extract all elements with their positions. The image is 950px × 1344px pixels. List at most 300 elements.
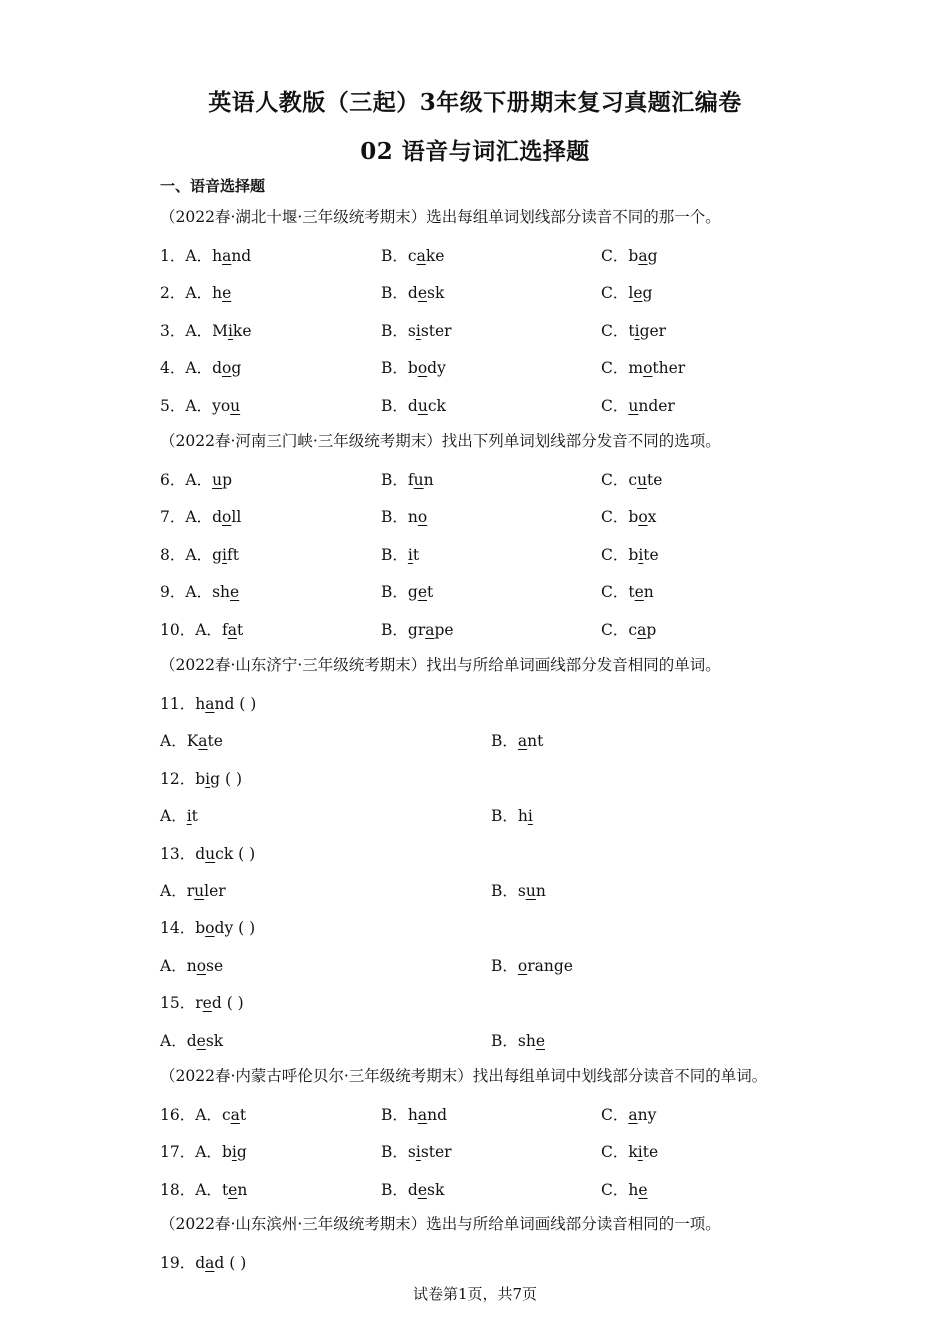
- word-part: nder: [638, 396, 675, 415]
- word-part: d: [211, 994, 222, 1013]
- question-row: [0, 468, 950, 492]
- underlined-letter: e: [535, 1031, 546, 1050]
- question-row: [0, 319, 950, 343]
- word-part: dy: [427, 359, 446, 378]
- answer-option[interactable]: [601, 1140, 658, 1162]
- option-word: [408, 359, 446, 377]
- underlined-letter: a: [198, 732, 208, 751]
- option-word: [518, 1032, 545, 1050]
- stem-word: [195, 845, 233, 863]
- word-part: ke: [232, 321, 252, 340]
- question-row: [0, 1103, 950, 1127]
- word-part: te: [647, 471, 663, 489]
- answer-option[interactable]: [160, 543, 239, 565]
- word-part: ny: [637, 1106, 657, 1124]
- underlined-letter: a: [638, 247, 648, 265]
- option-label: B．: [491, 1031, 518, 1050]
- underlined-letter: i: [415, 1143, 421, 1162]
- underlined-letter: a: [205, 695, 215, 713]
- option-word: [628, 247, 657, 265]
- underlined-letter: u: [230, 396, 241, 415]
- underlined-letter: o: [222, 359, 232, 378]
- word-part: b: [628, 247, 639, 265]
- underlined-letter: e: [633, 284, 643, 303]
- option-label: C．: [601, 471, 629, 489]
- option-label: A．: [185, 321, 213, 340]
- question-options-row: [0, 729, 950, 753]
- answer-blank[interactable]: ( ): [233, 844, 256, 863]
- answer-option[interactable]: [601, 1178, 648, 1200]
- option-label: B．: [381, 508, 408, 527]
- underlined-letter: a: [230, 1106, 240, 1124]
- word-part: r: [195, 994, 203, 1013]
- word-part: c: [407, 247, 417, 265]
- word-part: nd: [427, 1106, 448, 1124]
- underlined-letter: u: [212, 471, 223, 489]
- word-part: range: [527, 956, 573, 975]
- underlined-letter: o: [417, 359, 428, 378]
- underlined-letter: i: [222, 545, 227, 564]
- option-label: A．: [185, 284, 213, 303]
- answer-option[interactable]: [160, 580, 239, 602]
- answer-option[interactable]: [491, 1029, 545, 1051]
- answer-option[interactable]: [160, 1140, 247, 1162]
- underlined-letter: e: [228, 1180, 238, 1199]
- question-number: 9．: [160, 583, 186, 602]
- option-word: [518, 957, 573, 975]
- word-part: t: [236, 620, 244, 639]
- word-part: s: [407, 1143, 416, 1162]
- option-word: [518, 882, 546, 900]
- underlined-letter: i: [527, 807, 533, 826]
- underlined-letter: u: [637, 471, 648, 489]
- word-part: sk: [205, 1031, 224, 1050]
- word-part: d: [214, 1254, 225, 1272]
- word-part: n: [643, 583, 654, 602]
- underlined-letter: a: [417, 1106, 428, 1124]
- question-number: 10．: [160, 620, 196, 639]
- question-stem: [160, 991, 244, 1013]
- option-label: B．: [381, 396, 408, 415]
- group-source-instruction: （2022春·河南三门峡·三年级统考期末）找出下列单词划线部分发音不同的选项。: [160, 432, 721, 450]
- answer-option[interactable]: [491, 804, 533, 826]
- option-label: C．: [601, 620, 629, 639]
- option-label: A．: [185, 396, 213, 415]
- option-word: [628, 322, 666, 340]
- question-number: 14．: [160, 919, 196, 938]
- option-label: B．: [381, 284, 408, 303]
- answer-option[interactable]: [381, 468, 434, 490]
- answer-option[interactable]: [381, 543, 419, 565]
- word-part: p: [646, 620, 657, 639]
- option-label: B．: [381, 247, 408, 265]
- underlined-letter: e: [230, 583, 240, 602]
- question-stem: [160, 916, 255, 938]
- answer-option[interactable]: [160, 244, 251, 266]
- group-source-instruction: （2022春·内蒙古呼伦贝尔·三年级统考期末）找出每组单词中划线部分读音不同的单词。: [160, 1067, 768, 1085]
- underlined-letter: o: [643, 359, 653, 378]
- word-part: g: [231, 359, 242, 378]
- option-word: [628, 1143, 658, 1161]
- underlined-letter: e: [417, 284, 428, 303]
- answer-option[interactable]: [601, 319, 666, 341]
- word-part: g: [647, 247, 658, 265]
- word-part: d: [407, 396, 418, 415]
- option-word: [628, 284, 652, 302]
- word-part: d: [407, 1180, 418, 1199]
- word-part: h: [195, 695, 206, 713]
- word-part: h: [628, 1180, 639, 1199]
- question-options-row: [0, 804, 950, 828]
- word-part: sk: [427, 1180, 445, 1199]
- word-part: ck: [427, 396, 446, 415]
- answer-option[interactable]: [160, 319, 252, 341]
- option-label: A．: [195, 1106, 222, 1124]
- option-label: C．: [601, 583, 629, 602]
- option-label: B．: [381, 1180, 408, 1199]
- underlined-letter: o: [222, 508, 232, 527]
- answer-option[interactable]: [160, 1103, 246, 1125]
- underlined-letter: i: [231, 1143, 237, 1162]
- question-number: 19．: [160, 1254, 196, 1272]
- word-part: b: [195, 769, 206, 788]
- question-stem-row: [0, 842, 950, 866]
- underlined-letter: o: [417, 508, 428, 527]
- answer-option[interactable]: [601, 1103, 656, 1125]
- option-label: A．: [160, 1031, 187, 1050]
- word-part: n: [407, 508, 418, 527]
- answer-option[interactable]: [160, 879, 226, 901]
- section-heading: 一、语音选择题: [160, 177, 266, 195]
- option-word: [518, 732, 543, 750]
- word-part: f: [221, 620, 228, 639]
- answer-option[interactable]: [160, 394, 240, 416]
- word-part: t: [191, 807, 198, 826]
- word-part: n: [237, 1180, 248, 1199]
- option-word: [222, 621, 243, 639]
- word-part: se: [206, 956, 224, 975]
- answer-option[interactable]: [491, 954, 573, 976]
- answer-option[interactable]: [160, 729, 223, 751]
- option-word: [628, 1181, 647, 1199]
- question-stem: [160, 692, 256, 714]
- word-part: K: [186, 732, 199, 751]
- page-title: 英语人教版（三起）3年级下册期末复习真题汇编卷: [208, 89, 742, 116]
- answer-option[interactable]: [601, 394, 675, 416]
- answer-option[interactable]: [381, 580, 433, 602]
- underlined-letter: i: [227, 321, 233, 340]
- option-word: [222, 1143, 247, 1161]
- option-label: A．: [160, 807, 187, 826]
- question-row: [0, 394, 950, 418]
- underlined-letter: i: [186, 807, 192, 826]
- question-number: 12．: [160, 769, 196, 788]
- option-label: B．: [491, 807, 518, 826]
- question-stem-row: [0, 991, 950, 1015]
- option-label: A．: [185, 359, 213, 378]
- question-number: 2．: [160, 284, 186, 303]
- option-label: A．: [195, 1143, 222, 1162]
- answer-option[interactable]: [601, 543, 659, 565]
- option-label: B．: [381, 1106, 408, 1124]
- question-row: [0, 580, 950, 604]
- word-part: h: [212, 284, 223, 303]
- option-label: A．: [195, 1180, 222, 1199]
- page-subtitle: 02 语音与词汇选择题: [360, 138, 590, 165]
- stem-word: [195, 1254, 224, 1272]
- group-source-instruction: （2022春·山东济宁·三年级统考期末）找出与所给单词画线部分发音相同的单词。: [160, 656, 721, 674]
- stem-word: [195, 770, 220, 788]
- answer-option[interactable]: [160, 505, 241, 527]
- word-part: ster: [420, 1143, 452, 1162]
- question-number: 1．: [160, 247, 186, 265]
- word-part: g: [212, 545, 223, 564]
- option-word: [222, 1106, 246, 1124]
- underlined-letter: o: [205, 919, 215, 938]
- underlined-letter: i: [407, 545, 413, 564]
- answer-blank[interactable]: ( ): [224, 1254, 247, 1272]
- word-part: M: [212, 321, 228, 340]
- underlined-letter: u: [628, 396, 639, 415]
- question-row: [0, 356, 950, 380]
- underlined-letter: u: [205, 844, 216, 863]
- option-word: [408, 247, 445, 265]
- question-stem: [160, 842, 255, 864]
- option-label: A．: [185, 583, 213, 602]
- answer-option[interactable]: [601, 356, 685, 378]
- answer-option[interactable]: [601, 580, 654, 602]
- underlined-letter: e: [222, 284, 232, 303]
- word-part: n: [186, 956, 197, 975]
- question-row: [0, 281, 950, 305]
- answer-option[interactable]: [381, 356, 446, 378]
- question-row: [0, 1140, 950, 1164]
- word-part: m: [628, 359, 644, 378]
- answer-option[interactable]: [601, 281, 652, 303]
- word-part: s: [517, 882, 526, 900]
- word-part: d: [407, 284, 418, 303]
- question-stem: [160, 1251, 246, 1273]
- answer-option[interactable]: [381, 244, 444, 266]
- option-label: B．: [381, 471, 408, 489]
- answer-blank[interactable]: ( ): [233, 919, 256, 938]
- question-row: [0, 543, 950, 567]
- underlined-letter: o: [196, 956, 207, 975]
- answer-option[interactable]: [491, 729, 543, 751]
- group-source-instruction: （2022春·湖北十堰·三年级统考期末）选出每组单词划线部分读音不同的那一个。: [160, 208, 721, 226]
- answer-option[interactable]: [381, 1103, 447, 1125]
- option-word: [408, 1143, 452, 1161]
- question-number: 15．: [160, 994, 196, 1013]
- word-part: ler: [204, 882, 226, 900]
- option-label: C．: [601, 247, 629, 265]
- answer-option[interactable]: [601, 505, 656, 527]
- option-label: C．: [601, 1143, 629, 1162]
- answer-option[interactable]: [601, 618, 656, 640]
- answer-option[interactable]: [160, 468, 232, 490]
- option-label: C．: [601, 1106, 629, 1124]
- word-part: s: [407, 321, 416, 340]
- question-number: 16．: [160, 1106, 196, 1124]
- option-word: [212, 583, 239, 601]
- word-part: ck: [215, 844, 234, 863]
- answer-blank[interactable]: ( ): [234, 695, 257, 713]
- underlined-letter: i: [634, 321, 640, 340]
- option-word: [212, 546, 239, 564]
- word-part: t: [412, 545, 420, 564]
- word-part: h: [517, 807, 528, 826]
- option-word: [408, 397, 446, 415]
- question-number: 4．: [160, 359, 186, 378]
- underlined-letter: a: [425, 620, 435, 639]
- answer-option[interactable]: [160, 281, 231, 303]
- answer-option[interactable]: [491, 879, 546, 901]
- option-label: A．: [185, 545, 213, 564]
- option-label: A．: [185, 471, 213, 489]
- word-part: d: [212, 359, 223, 378]
- word-part: h: [407, 1106, 418, 1124]
- group-source-instruction: （2022春·山东滨州·三年级统考期末）选出与所给单词画线部分读音相同的一项。: [160, 1215, 721, 1233]
- option-word: [187, 882, 226, 900]
- answer-option[interactable]: [160, 618, 243, 640]
- answer-option[interactable]: [160, 804, 198, 826]
- underlined-letter: a: [628, 1106, 638, 1124]
- word-part: d: [212, 508, 223, 527]
- option-word: [408, 471, 434, 489]
- underlined-letter: i: [638, 545, 644, 564]
- answer-option[interactable]: [601, 468, 662, 490]
- underlined-letter: u: [417, 396, 428, 415]
- word-part: sh: [517, 1031, 536, 1050]
- option-word: [518, 807, 533, 825]
- question-row: [0, 1178, 950, 1202]
- underlined-letter: a: [416, 247, 426, 265]
- word-part: c: [628, 620, 638, 639]
- answer-option[interactable]: [381, 1178, 444, 1200]
- option-label: A．: [195, 620, 222, 639]
- answer-option[interactable]: [381, 394, 446, 416]
- option-label: A．: [185, 508, 213, 527]
- answer-option[interactable]: [381, 1140, 452, 1162]
- word-part: c: [628, 471, 638, 489]
- word-part: g: [236, 1143, 247, 1162]
- answer-option[interactable]: [160, 954, 223, 976]
- option-word: [222, 1181, 247, 1199]
- underlined-letter: a: [227, 620, 237, 639]
- answer-option[interactable]: [160, 1178, 247, 1200]
- word-part: d: [186, 1031, 197, 1050]
- option-label: B．: [491, 882, 518, 900]
- word-part: dy: [214, 919, 234, 938]
- word-part: te: [207, 732, 223, 751]
- question-number: 18．: [160, 1180, 196, 1199]
- option-label: C．: [601, 321, 629, 340]
- word-part: x: [647, 508, 657, 527]
- question-number: 3．: [160, 321, 186, 340]
- word-part: b: [628, 545, 639, 564]
- underlined-letter: e: [196, 1031, 206, 1050]
- option-word: [187, 1032, 223, 1050]
- answer-blank[interactable]: ( ): [221, 994, 244, 1013]
- answer-option[interactable]: [601, 244, 658, 266]
- answer-blank[interactable]: ( ): [220, 769, 243, 788]
- word-part: c: [221, 1106, 231, 1124]
- option-label: A．: [160, 882, 187, 900]
- underlined-letter: o: [517, 956, 528, 975]
- word-part: r: [186, 882, 195, 900]
- word-part: d: [195, 844, 206, 863]
- option-label: B．: [381, 359, 408, 378]
- question-stem-row: [0, 916, 950, 940]
- question-stem-row: [0, 692, 950, 716]
- underlined-letter: i: [415, 321, 421, 340]
- underlined-letter: o: [638, 508, 648, 527]
- option-word: [408, 1181, 444, 1199]
- answer-option[interactable]: [381, 618, 454, 640]
- option-label: B．: [381, 620, 408, 639]
- underlined-letter: i: [205, 769, 211, 788]
- underlined-letter: e: [417, 583, 428, 602]
- answer-option[interactable]: [381, 281, 444, 303]
- underlined-letter: e: [202, 994, 212, 1013]
- word-part: t: [239, 1106, 247, 1124]
- word-part: g: [210, 769, 221, 788]
- word-part: t: [628, 321, 635, 340]
- word-part: t: [628, 583, 635, 602]
- word-part: b: [628, 508, 639, 527]
- question-number: 7．: [160, 508, 186, 527]
- word-part: nt: [527, 732, 544, 751]
- question-row: [0, 618, 950, 642]
- word-part: te: [642, 1143, 659, 1162]
- answer-option[interactable]: [160, 356, 241, 378]
- option-word: [212, 471, 232, 489]
- question-options-row: [0, 879, 950, 903]
- underlined-letter: a: [637, 620, 647, 639]
- underlined-letter: a: [205, 1254, 215, 1272]
- word-part: sk: [427, 284, 445, 303]
- word-part: b: [221, 1143, 232, 1162]
- word-part: pe: [434, 620, 454, 639]
- option-label: B．: [381, 545, 408, 564]
- word-part: g: [407, 583, 418, 602]
- option-label: C．: [601, 359, 629, 378]
- option-word: [212, 508, 241, 526]
- option-label: B．: [381, 321, 408, 340]
- option-label: B．: [491, 956, 518, 975]
- question-number: 8．: [160, 545, 186, 564]
- underlined-letter: i: [637, 1143, 643, 1162]
- option-label: B．: [491, 732, 518, 751]
- question-number: 11．: [160, 695, 196, 713]
- question-number: 13．: [160, 844, 196, 863]
- option-word: [628, 546, 658, 564]
- answer-option[interactable]: [160, 1029, 223, 1051]
- underlined-letter: u: [194, 882, 205, 900]
- option-label: C．: [601, 508, 629, 527]
- answer-option[interactable]: [381, 505, 427, 527]
- question-stem-row: [0, 767, 950, 791]
- option-word: [212, 284, 231, 302]
- word-part: n: [423, 471, 434, 489]
- option-label: C．: [601, 396, 629, 415]
- underlined-letter: a: [517, 732, 528, 751]
- answer-option[interactable]: [381, 319, 452, 341]
- option-word: [408, 546, 419, 564]
- word-part: ft: [226, 545, 239, 564]
- question-options-row: [0, 954, 950, 978]
- option-label: C．: [601, 1180, 629, 1199]
